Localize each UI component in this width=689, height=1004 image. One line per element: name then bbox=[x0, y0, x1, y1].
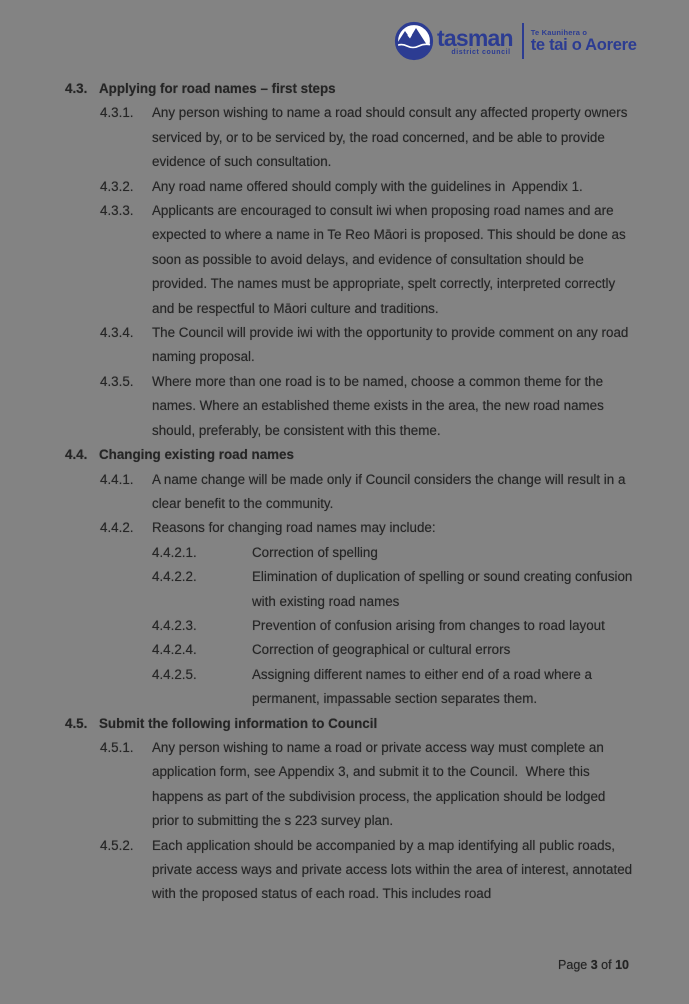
document-body bbox=[65, 77, 645, 907]
section-title: Changing existing road names bbox=[99, 447, 294, 463]
logo-maori-small-text: Te Kaunihera o bbox=[530, 28, 588, 37]
clause-text: Reasons for changing road names may include: bbox=[152, 520, 436, 536]
subclause-4-4-2-1 bbox=[65, 541, 645, 565]
clause-text: Where more than one road is to be named, choose a common theme for the names. Where an established theme exists in the area, the new road names should, preferably, be consistent with this theme. bbox=[152, 373, 608, 438]
subclause-number: 4.4.2.2. bbox=[152, 569, 197, 585]
clause-number: 4.3.5. bbox=[100, 373, 134, 389]
section-number: 4.4. bbox=[65, 447, 88, 463]
clause-number: 4.3.2. bbox=[100, 178, 134, 194]
tasman-logo bbox=[394, 19, 637, 63]
subclause-4-4-2-3 bbox=[65, 614, 645, 638]
logo-brand-text: tasman bbox=[437, 24, 513, 51]
clause-number: 4.4.1. bbox=[100, 471, 134, 487]
clause-number: 4.3.3. bbox=[100, 203, 134, 219]
subclause-number: 4.4.2.4. bbox=[152, 642, 197, 658]
clause-text: Any road name offered should comply with the guidelines in Appendix 1. bbox=[152, 178, 583, 194]
subclause-4-4-2-4 bbox=[65, 638, 645, 662]
subclause-text: Prevention of confusion arising from changes to road layout bbox=[252, 617, 605, 633]
page-footer bbox=[558, 958, 629, 972]
section-title: Submit the following information to Council bbox=[99, 715, 378, 731]
subclause-number: 4.4.2.3. bbox=[152, 617, 197, 633]
clause-4-4-1 bbox=[65, 468, 645, 517]
clause-text: Any person wishing to name a road should consult any affected property owners serviced by, or to be serviced by, the road concerned, and be able to provide evidence of such consultation. bbox=[152, 105, 632, 170]
logo-maori-block bbox=[531, 28, 637, 54]
logo-maori-large-text: te tai o Aorere bbox=[530, 36, 637, 54]
section-heading-4-4 bbox=[65, 443, 645, 467]
clause-text: Applicants are encouraged to consult iwi when proposing road names and are expected to where a name in Te Reo Māori is proposed. This should be done as soon as possible to avoid delays, and evidence of consultation should be provided. The names must be appropriate, spelt correctly, interpreted correctly and be respectful to Māori culture and traditions. bbox=[152, 203, 630, 316]
subclause-text: Assigning different names to either end of a road where a permanent, impassable section separates them. bbox=[252, 666, 596, 707]
section-title: Applying for road names – first steps bbox=[99, 81, 336, 96]
logo-brand-subtext: district council bbox=[451, 48, 511, 56]
clause-number: 4.5.2. bbox=[100, 837, 134, 853]
clause-4-3-1 bbox=[65, 101, 645, 174]
clause-number: 4.3.4. bbox=[100, 325, 134, 341]
logo-divider bbox=[522, 23, 524, 59]
section-heading-4-3 bbox=[65, 77, 645, 101]
subclause-text: Correction of geographical or cultural errors bbox=[252, 642, 511, 658]
logo-brand-block bbox=[437, 24, 513, 56]
footer-of-word: of bbox=[601, 958, 612, 972]
subclause-number: 4.4.2.5. bbox=[152, 666, 197, 682]
clause-text: Each application should be accompanied by a map identifying all public roads, private access ways and private access lots within the area of interest, annotated with the proposed status of each road. This includes road bbox=[152, 837, 636, 902]
section-number: 4.3. bbox=[65, 81, 88, 96]
clause-number: 4.4.2. bbox=[100, 520, 134, 536]
clause-4-5-1 bbox=[65, 736, 645, 834]
clause-text: A name change will be made only if Council considers the change will result in a clear benefit to the community. bbox=[152, 471, 630, 511]
tasman-crest-icon bbox=[394, 21, 434, 61]
subclause-4-4-2-5 bbox=[65, 663, 645, 712]
clause-4-4-2 bbox=[65, 516, 645, 540]
clause-4-3-4 bbox=[65, 321, 645, 370]
clause-number: 4.5.1. bbox=[100, 739, 134, 755]
clause-number: 4.3.1. bbox=[100, 105, 134, 121]
clause-text: Any person wishing to name a road or private access way must complete an application form, see Appendix 3, and submit it to the Council. Where this happens as part of the subdivision process, the application should be lodged prior to submitting the s 223 survey plan. bbox=[152, 739, 610, 829]
section-heading-4-5 bbox=[65, 712, 645, 736]
subclause-text: Elimination of duplication of spelling or sound creating confusion with existing road names bbox=[252, 569, 637, 609]
footer-page-word: Page bbox=[558, 958, 588, 972]
clause-text: The Council will provide iwi with the opportunity to provide comment on any road naming proposal. bbox=[152, 325, 633, 365]
footer-total-pages: 10 bbox=[615, 958, 629, 972]
clause-4-5-2 bbox=[65, 834, 645, 907]
clause-4-3-3 bbox=[65, 199, 645, 321]
subclause-4-4-2-2 bbox=[65, 565, 645, 614]
footer-page-number: 3 bbox=[590, 958, 598, 972]
clause-4-3-2 bbox=[65, 175, 645, 199]
subclause-number: 4.4.2.1. bbox=[152, 544, 197, 560]
clause-4-3-5 bbox=[65, 370, 645, 443]
section-number: 4.5. bbox=[65, 715, 88, 731]
subclause-text: Correction of spelling bbox=[252, 544, 378, 560]
